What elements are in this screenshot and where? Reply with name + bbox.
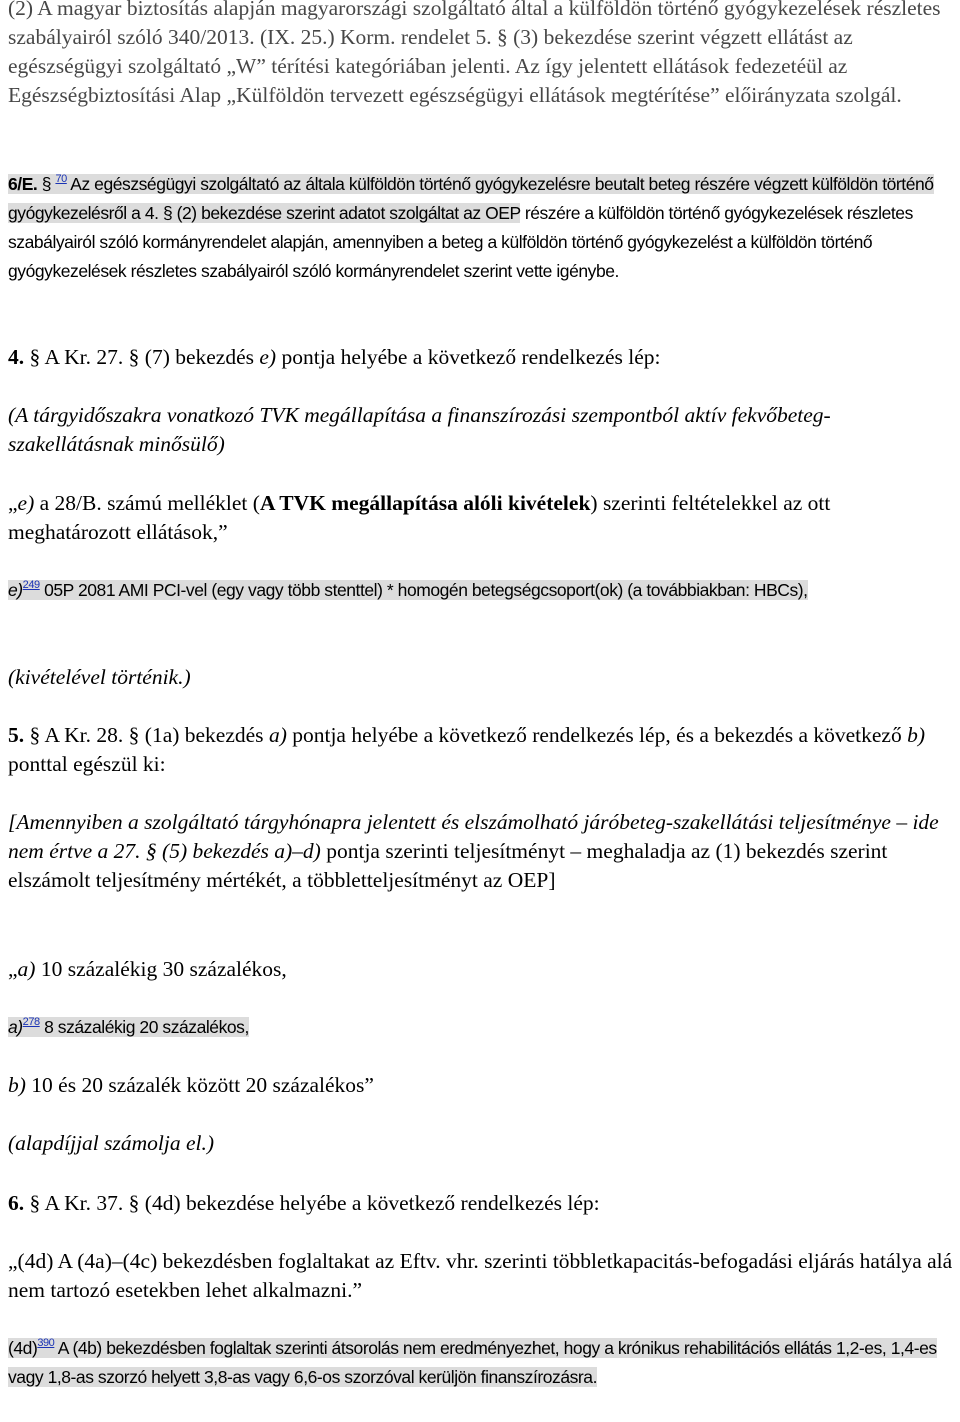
point-letter: b) (907, 723, 926, 747)
italic-context (8, 808, 954, 895)
section-5 (8, 721, 954, 779)
section-6 (8, 1189, 954, 1218)
paragraph-w-category (8, 0, 954, 110)
amendment-e-249 (8, 576, 954, 605)
paragraph-text: 10 és 20 százalék között 20 százalékos” (25, 1073, 374, 1097)
section-number: 6. (8, 1191, 25, 1215)
section-label: 6/E. (8, 174, 38, 194)
point-letter: a) (268, 723, 287, 747)
paragraph-text: A (4b) bekezdésben foglaltak szerinti átsorolás nem eredményezhet, hogy a krónikus rehabilitációs ellátás 1,2-es, 1,4-es vagy 1,8-as szorzó helyett 3,8-as vagy 6,6-os szorzóval kerüljön finanszírozásra. (8, 1338, 937, 1387)
paragraph-text: pontja helyébe a következő rendelkezés lép, és a bekezdés a következő (286, 723, 908, 747)
paragraph-text: „(4d) A (4a)–(4c) bekezdésben foglaltakat az Eftv. vhr. szerinti többletkapacitás-befogadási eljárás hatálya alá nem tartozó esetekben lehet alkalmazni.” (8, 1249, 953, 1302)
quote-mark: „ (8, 491, 18, 515)
paragraph-text: (kivételével történik.) (8, 665, 191, 689)
footnote-link-70[interactable]: 70 (55, 173, 67, 185)
amendment-4d (8, 1247, 954, 1305)
point-letter: e) (17, 491, 35, 515)
paragraph-text: Az egészségügyi szolgáltató az általa külföldön történő gyógykezelésre beutalt beteg részére végzett külföldön történő gyógykezelésről a 4. § (2) bekezdése szerint adatot szolgáltat az OEP (8, 174, 934, 223)
section-4 (8, 343, 954, 372)
paragraph-text: § A Kr. 27. § (7) bekezdés (24, 345, 260, 369)
italic-context (8, 663, 954, 692)
point-letter: a) (8, 1017, 23, 1037)
section-6e (8, 170, 954, 286)
paragraph-text: 8 százalékig 20 százalékos, (39, 1017, 249, 1037)
paragraph-text: részére a külföldön történő gyógykezelések részletes szabályairól szóló kormányrendelet alapján, amennyiben a beteg a külföldön történő gyógykezelést a külföldön történő gyógykezelések részletes szabályairól szóló kormányrendelet szerint vette igénybe. (8, 203, 913, 281)
paragraph-text: (A tárgyidőszakra vonatkozó TVK megállapítása a finanszírozási szempontból aktív fekvőbeteg-szakellátásnak minősülő) (8, 403, 831, 456)
section-number: 5. (8, 723, 25, 747)
annex-title: A TVK megállapítása alóli kivételek (259, 491, 591, 515)
paragraph-text: 05P 2081 AMI PCI-vel (egy vagy több stenttel) * homogén betegségcsoport(ok) (a továbbiakban: HBCs), (39, 580, 808, 600)
section-number: 4. (8, 345, 25, 369)
paragraph-text: pontja helyébe a következő rendelkezés lép: (276, 345, 661, 369)
paragraph-text: ponttal egészül ki: (8, 752, 166, 776)
amendment-a-278 (8, 1013, 954, 1042)
point-letter: b) (8, 1073, 26, 1097)
paragraph-text: 10 százalékig 30 százalékos, (35, 957, 287, 981)
footnote-link-390[interactable]: 390 (37, 1337, 55, 1349)
section-sign: § (37, 174, 56, 194)
paragraph-text: § A Kr. 37. § (4d) bekezdése helyébe a következő rendelkezés lép: (24, 1191, 600, 1215)
amendment-b (8, 1071, 954, 1100)
amendment-e (8, 489, 954, 547)
point-letter: e) (8, 580, 23, 600)
paragraph-text: (alapdíjjal számolja el.) (8, 1131, 215, 1155)
paragraph-label: (4d) (8, 1338, 38, 1358)
paragraph-text: (2) A magyar biztosítás alapján magyarországi szolgáltató által a külföldön történő gyógykezelések részletes szabályairól szóló 340/2013. (IX. 25.) Korm. rendelet 5. § (3) bekezdése szerint végzett ellátást az egészségügyi szolgáltató „W” térítési kategóriában jelenti. (8, 0, 941, 78)
paragraph-text: a 28/B. számú melléklet ( (34, 491, 260, 515)
paragraph-text: ) szerinti feltételekkel az ott meghatározott ellátások,” (8, 491, 831, 544)
italic-context (8, 1129, 954, 1158)
paragraph-text: § A Kr. 28. § (1a) bekezdés (24, 723, 269, 747)
paragraph-text: pontja szerinti teljesítményt – meghaladja az (1) bekezdés szerint elszámolt teljesítmény mértékét, a többletteljesítményt az OEP] (8, 839, 888, 892)
amendment-a (8, 955, 954, 984)
amendment-4d-390 (8, 1334, 954, 1392)
paragraph-text: Az így jelentett ellátások fedezetéül az Egészségbiztosítási Alap „Külföldön tervezett egészségügyi ellátások megtérítése” előirányzata szolgál. (8, 54, 902, 107)
paragraph-text: [Amennyiben a szolgáltató tárgyhónapra jelentett és elszámolható járóbeteg-szakellátási teljesítménye – ide nem értve a 27. § (5) bekezdés a)–d) (8, 810, 939, 863)
italic-context (8, 401, 954, 459)
point-letter: e) (259, 345, 277, 369)
point-letter: a) (17, 957, 36, 981)
footnote-link-249[interactable]: 249 (22, 579, 40, 591)
quote-mark: „ (8, 957, 18, 981)
footnote-link-278[interactable]: 278 (22, 1016, 40, 1028)
